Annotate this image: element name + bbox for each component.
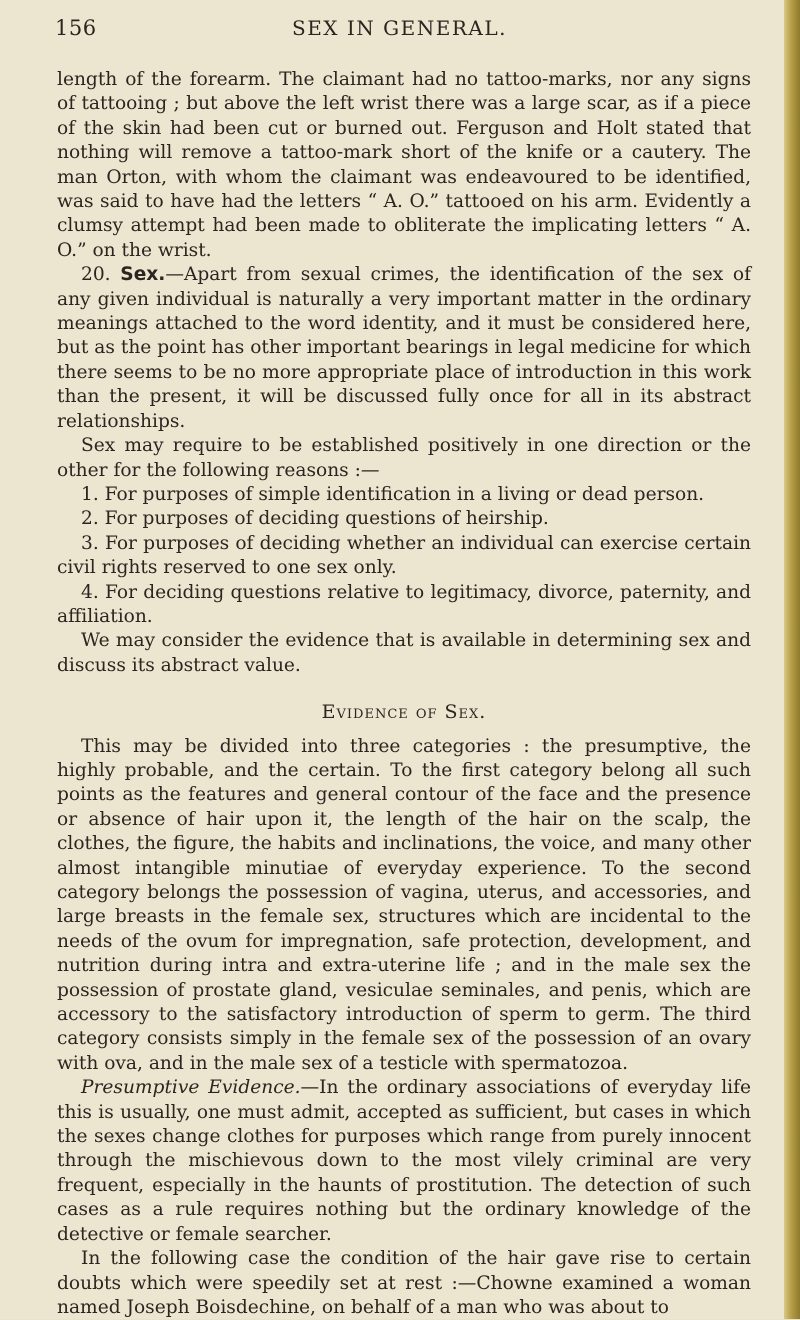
page-header — [55, 16, 744, 50]
paragraph-presumptive — [57, 1076, 751, 1247]
section-number: 20. — [81, 264, 111, 286]
paragraph-tattoo: length of the forearm. The claimant had no tattoo-marks, nor any signs of tattooing ; but above the left wrist there was a large scar, as if a piece of the skin had been cut or burned out. Ferguson and Holt stated that nothing will remove a tattoo-mark short of the knife or a cautery. The man Orton, with whom the claimant was endeavoured to be identified, was said to have had the letters “ A. O.” tattooed on his arm. Evidently a clumsy attempt had been made to obliterate the implicating letters “ A. O.” on the wrist. — [57, 69, 751, 261]
paragraph-categories: This may be divided into three categories : the presumptive, the highly probable, and the certain. To the first category belong all such points as the features and general contour of the face and the presence or absence of hair upon it, the length of the hair on the scalp, the clothes, the figure, the habits and inclinations, the voice, and many other almost intangible minutiae of everyday experience. To the second category belongs the possession of vagina, uterus, and accessories, and large breasts in the female sex, structures which are incidental to the needs of the ovum for impregnation, safe protection, development, and nutrition during intra and extra-uterine life ; and in the male sex the possession of prostate gland, vesiculae seminales, and penis, which are accessory to the satisfactory introduction of sperm to germ. The third category consists simply in the female sex of the possession of an ovary with ova, and in the male sex of a testicle with spermatozoa. — [57, 735, 751, 1074]
running-head: SEX IN GENERAL. — [292, 16, 507, 40]
list-item: 1. For purposes of simple identification in a living or dead person. — [81, 483, 705, 505]
subheading-evidence-of-sex: Evidence of Sex. — [321, 701, 487, 724]
paragraph-evidence-intro: We may consider the evidence that is available in determining sex and discuss its abstract value. — [57, 630, 751, 676]
section-text: —Apart from sexual crimes, the identification of the sex of any given individual is naturally a very important matter in the ordinary meanings attached to the word identity, and it must be considered here, but as the point has other important bearings in legal medicine for which there seems to be no more appropriate place of introduction in this work than the present, it will be discussed fully once for all in its abstract relationships. — [57, 264, 751, 432]
page-number: 156 — [55, 16, 97, 40]
list-item: 4. For deciding questions relative to legitimacy, divorce, paternity, and affiliation. — [57, 581, 751, 627]
body-text — [57, 68, 751, 1320]
page-edge — [784, 0, 800, 1319]
reasons-list — [57, 483, 751, 629]
paragraph-sex-section — [57, 263, 751, 434]
presumptive-text: —In the ordinary associations of everyday life this is usually, one must admit, accepted as sufficient, but cases in which the sexes change clothes for purposes which range from purely innocent through the mischievous down to the most vilely criminal are very frequent, especially in the haunts of prostitution. The detection of such cases as a rule requires nothing but the ordinary knowledge of the detective or female searcher. — [57, 1077, 752, 1245]
paragraph-reasons: Sex may require to be established positively in one direction or the other for the following reasons :— — [57, 435, 751, 481]
list-item: 2. For purposes of deciding questions of heirship. — [81, 508, 549, 530]
list-item: 3. For purposes of deciding whether an individual can exercise certain civil rights reserved to one sex only. — [57, 532, 751, 579]
presumptive-heading: Presumptive Evidence. — [81, 1077, 301, 1099]
paragraph-case: In the following case the condition of the hair gave rise to certain doubts which were speedily set at rest :—Chowne examined a woman named Joseph Boisdechine, on behalf of a man who was about to — [57, 1248, 751, 1318]
section-heading: Sex. — [120, 264, 166, 286]
